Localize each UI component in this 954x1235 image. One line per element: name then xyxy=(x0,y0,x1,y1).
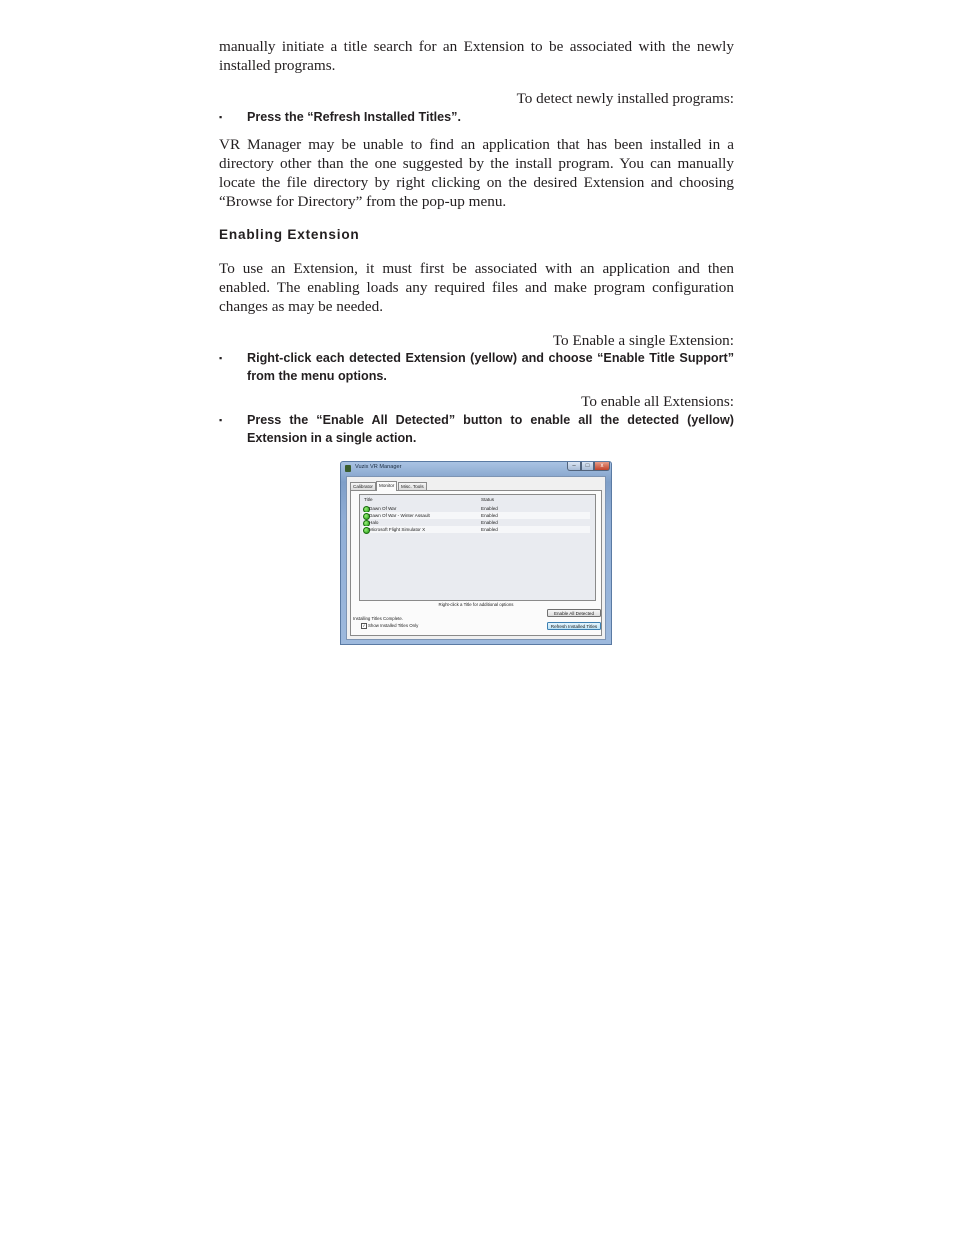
bullet-all xyxy=(219,412,734,447)
column-header-title[interactable]: Title xyxy=(364,497,373,502)
detect-instructions-label: To detect newly installed programs: xyxy=(516,90,734,107)
row-status: Enabled xyxy=(481,520,498,525)
window-titlebar xyxy=(341,462,611,475)
row-title: Halo xyxy=(369,520,379,525)
bullet-mark: ▪ xyxy=(219,415,223,425)
enable-all-detected-button[interactable]: Enable All Detected xyxy=(547,609,601,617)
list-item[interactable] xyxy=(362,519,590,526)
bullet-refresh xyxy=(219,109,734,127)
status-text: Installing Titles Complete. xyxy=(353,616,404,621)
refresh-installed-titles-button[interactable]: Refresh Installed Titles xyxy=(547,622,601,630)
monitor-tab-panel xyxy=(350,490,602,636)
tab-misc-tools[interactable]: Misc. Tools xyxy=(398,482,427,490)
bullet-single xyxy=(219,350,734,385)
vr-manager-window-screenshot xyxy=(340,461,612,645)
tab-calibrator[interactable]: Calibrator xyxy=(350,482,376,490)
single-extension-label: To Enable a single Extension: xyxy=(552,332,734,349)
bullet-single-text: Right-click each detected Extension (yellow) and choose “Enable Title Support” from the menu options. xyxy=(247,351,734,383)
bullet-all-text: Press the “Enable All Detected” button to enable all the detected (yellow) Extension in a single action. xyxy=(247,413,734,445)
bullet-mark: ▪ xyxy=(219,353,223,363)
window-client-area xyxy=(346,476,606,640)
section-heading: Enabling Extension xyxy=(219,227,360,242)
bullet-refresh-text: Press the “Refresh Installed Titles”. xyxy=(247,110,461,124)
row-status: Enabled xyxy=(481,527,498,532)
row-title: Dawn Of War - Winter Assault xyxy=(369,513,430,518)
paragraph-enabling: To use an Extension, it must first be associated with an application and then enabled. The enabling loads any required files and make program configuration changes as may be needed. xyxy=(219,260,734,315)
checkbox-label: Show Installed Titles Only xyxy=(368,623,419,629)
minimize-button[interactable]: – xyxy=(567,462,581,471)
window-title: Vuzix VR Manager xyxy=(355,464,402,470)
tab-monitor[interactable]: Monitor xyxy=(376,481,397,491)
maximize-button[interactable]: □ xyxy=(581,462,594,471)
list-hint: Right-click a Title for additional options xyxy=(438,602,514,607)
list-item[interactable] xyxy=(362,526,590,533)
show-installed-only-checkbox[interactable] xyxy=(361,623,418,629)
app-icon xyxy=(345,465,351,472)
list-item[interactable] xyxy=(362,505,590,512)
row-title: Dawn Of War xyxy=(369,506,397,511)
paragraph-browse-directory: VR Manager may be unable to find an application that has been installed in a directory other than the one suggested by the install program. You can manually locate the file directory by right clicking on the desired Extension and choosing “Browse for Directory” from the pop-up menu. xyxy=(219,136,734,210)
list-item[interactable] xyxy=(362,512,590,519)
all-extensions-label: To enable all Extensions: xyxy=(581,393,734,410)
checkbox-box[interactable]: ✓ xyxy=(362,623,366,628)
row-status: Enabled xyxy=(481,506,498,511)
column-header-status[interactable]: Status xyxy=(481,497,495,502)
paragraph-title-search: manually initiate a title search for an Extension to be associated with the newly installed programs. xyxy=(219,38,734,74)
row-status: Enabled xyxy=(481,513,498,518)
bullet-mark: ▪ xyxy=(219,112,223,122)
close-button[interactable]: x xyxy=(594,462,610,471)
row-title: Microsoft Flight Simulator X xyxy=(369,527,426,532)
titles-list[interactable] xyxy=(359,494,596,601)
